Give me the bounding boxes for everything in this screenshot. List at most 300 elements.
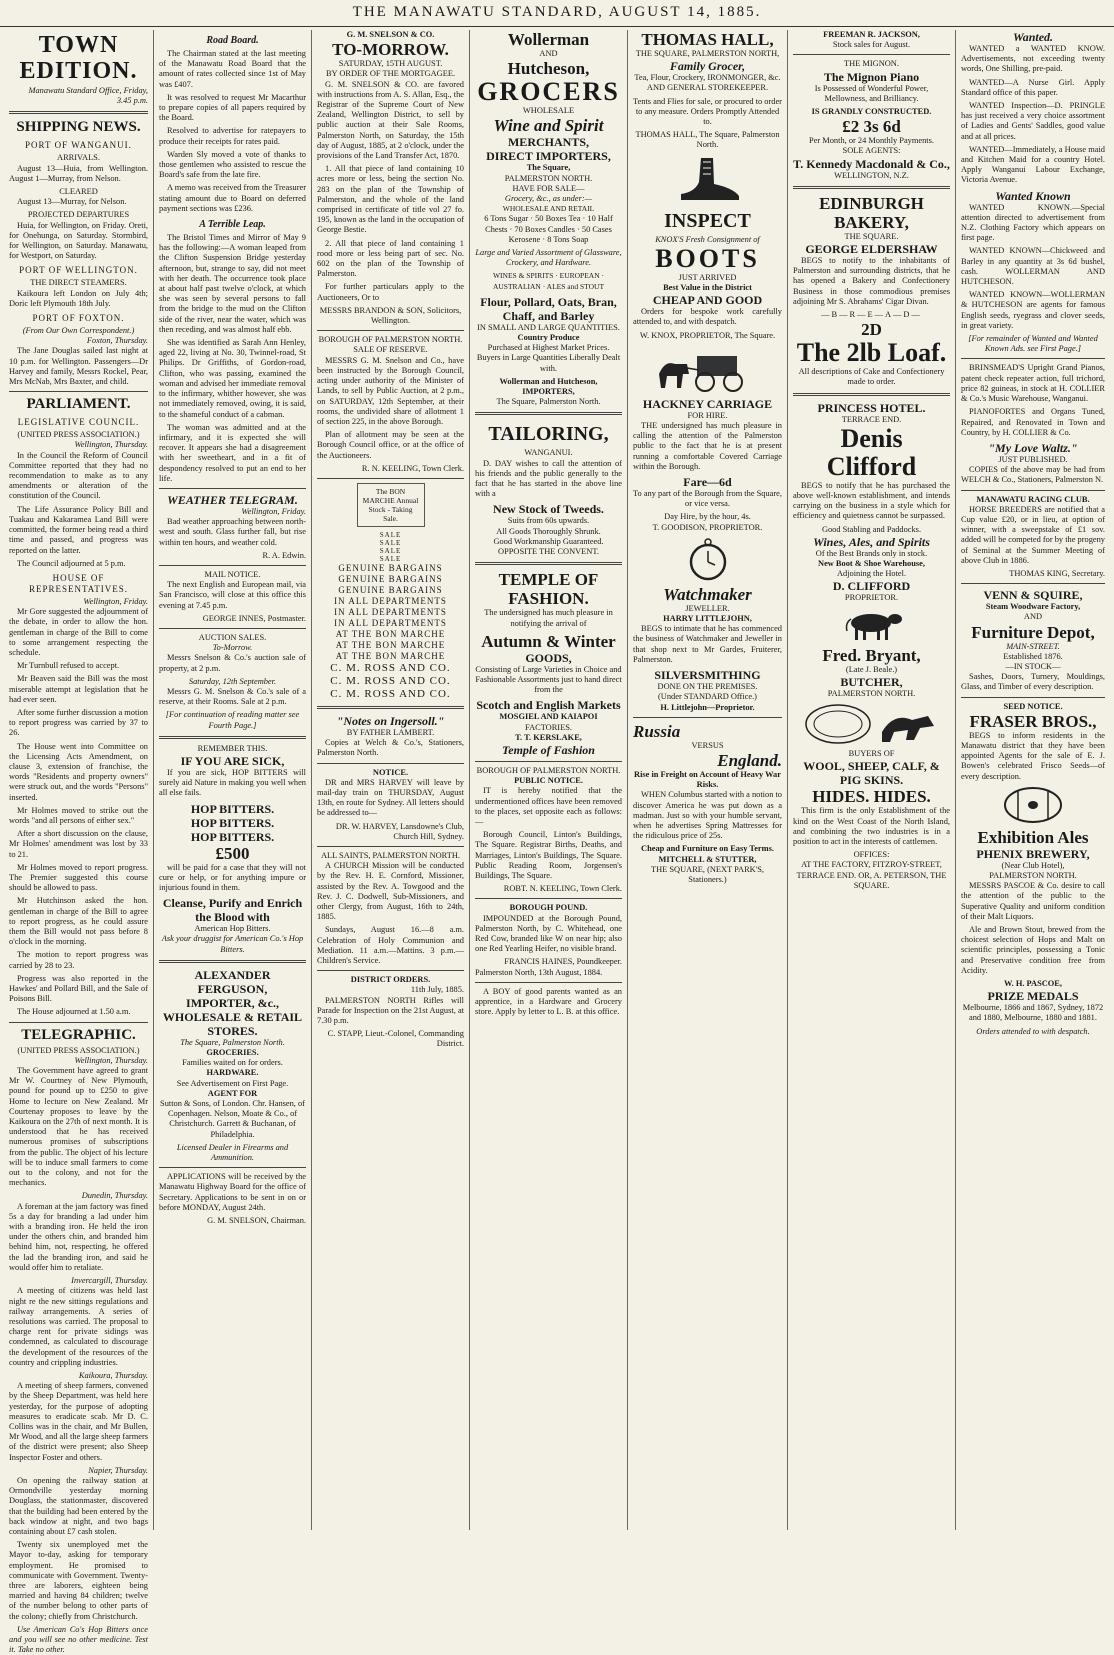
divider bbox=[317, 478, 464, 479]
hackney-heading: HACKNEY CARRIAGE bbox=[642, 396, 773, 411]
russia-text: WHEN Columbus started with a notion to discover America he was put down as a madman. Just so with your humble servant, when he advertises Spring Mattresses for the ridiculous price of 25s. bbox=[633, 790, 782, 841]
district-date: 11th July, 1885. bbox=[410, 985, 464, 995]
mitchell-address: THE SQUARE, (NEXT PARK'S, Stationers.) bbox=[651, 864, 764, 884]
pig-skins: PIG SKINS. bbox=[839, 773, 904, 788]
harry-text: BEGS to intimate that he has commenced the business of Watchmaker and Jeweller in that shop next to Mr Gardes, Fruiterer, Palmerston. bbox=[633, 624, 782, 664]
kennedy-name: T. Kennedy Macdonald & Co., bbox=[793, 156, 950, 171]
town-edition-heading: TOWN EDITION. bbox=[19, 32, 138, 84]
article-paragraph: On opening the railway station at Ormondville yesterday morning Douglass, the stationmaster, discovered that the building had been entered by the back window at night, and two bags containing about £7 cash stolen. bbox=[9, 1475, 148, 1536]
freeman-name: FREEMAN R. JACKSON, bbox=[823, 30, 920, 39]
article-paragraph: Warden Sly moved a vote of thanks to those gentlemen who assisted to rescue the Board's safe from the late fire. bbox=[159, 149, 306, 180]
temple-signature: Temple of Fashion bbox=[502, 742, 595, 757]
auction-text: Messrs Snelson & Co.'s auction sale of property, at 2 p.m. bbox=[159, 653, 306, 673]
thomas-hall-address: THE SQUARE, PALMERSTON NORTH, bbox=[635, 49, 780, 58]
dateline: Wellington, Friday. bbox=[241, 506, 306, 516]
bryant-address: PALMERSTON NORTH. bbox=[827, 688, 916, 698]
column-town-edition bbox=[4, 30, 154, 1655]
opposite-line: OPPOSITE THE CONVENT. bbox=[498, 547, 599, 557]
wanted-known-ad: WANTED KNOWN—Chickweed and Barley in any quantity at 3s 6d bushel, cash. WOLLERMAN AND HUTCHESON. bbox=[961, 246, 1105, 287]
mail-text: The next English and European mail, via San Francisco, will close at this office this evening at 7.45 p.m. bbox=[159, 580, 306, 610]
england-heading: England. bbox=[717, 750, 782, 770]
public-notice-list: Borough Council, Linton's Buildings, The Square. Registrar Births, Deaths, and Marriages, Linton's Buildings, The Square. Public Reading Room, Jorgensen's Buildings, The Square. bbox=[475, 830, 622, 880]
divider bbox=[159, 1167, 306, 1168]
article-paragraph: The Chairman stated at the last meeting of the Manawatu Road Board that the amount of rates collected since 1st of May was £407. bbox=[159, 49, 306, 89]
column-wollerman bbox=[470, 30, 628, 1530]
country-produce: Country Produce bbox=[517, 333, 580, 343]
thomas-hall-text: Tents and Flies for sale, or procured to order to any measure. Orders Promptly Attended to. bbox=[633, 96, 782, 127]
article-paragraph: The Life Assurance Policy Bill and Tuakau and Kakaramea Land Bill were committed, the former being read a third time and passed, and progress was reported on the latter. bbox=[9, 504, 148, 555]
port-foxton-heading: PORT OF FOXTON. bbox=[32, 313, 125, 324]
genuine-bargains: GENUINE BARGAINS bbox=[338, 573, 443, 584]
cleanse-heading: Cleanse, Purify and Enrich the Blood with bbox=[162, 896, 303, 925]
ingersoll-title: "Notes on Ingersoll." bbox=[336, 713, 445, 728]
divider bbox=[159, 736, 306, 739]
mortgage-text: 2. All that piece of land containing 1 rood more or less being part of sec. No. 602 on the plan of the Township of Palmerston. bbox=[317, 238, 464, 279]
wollerman-address: The Square, Palmerston North. bbox=[496, 397, 601, 407]
just-arrived: JUST ARRIVED bbox=[678, 272, 737, 282]
freeman-text: Stock sales for August. bbox=[832, 40, 911, 50]
hackney-text: THE undersigned has much pleasure in calling the attention of the Palmerston public to the fact that he is at present running a comfortable Covered Carriage within the Borough. bbox=[633, 421, 782, 471]
easy-terms: Cheap and Furniture on Easy Terms. bbox=[641, 844, 774, 854]
have-for-sale: HAVE FOR SALE— bbox=[512, 183, 585, 193]
cakes-text: All descriptions of Cake and Confectionery made to order. bbox=[798, 367, 945, 387]
love-waltz: "My Love Waltz." bbox=[988, 440, 1078, 455]
divider bbox=[475, 761, 622, 762]
offices-label: OFFICES: bbox=[853, 850, 890, 860]
projected-label: PROJECTED DEPARTURES bbox=[27, 210, 130, 220]
pound-text: IMPOUNDED at the Borough Pound, Palmerston North, by C. Whitehead, one Red Cow, branded like W on near hip; also one Red Yearling Heifer, no visible brand. bbox=[475, 913, 622, 954]
kerslake-name: T. T. KERSLAKE, bbox=[515, 732, 582, 742]
pound-signature: FRANCIS HAINES, Poundkeeper. bbox=[504, 957, 622, 967]
fraser-bros: FRASER BROS., bbox=[969, 711, 1097, 731]
divider bbox=[475, 412, 622, 415]
tweeds-line: New Stock of Tweeds. bbox=[493, 502, 604, 517]
apprentice-wanted: A BOY of good parents wanted as an apprentice, in a Hardware and Grocery store. Apply by letter to L. B. at this office. bbox=[475, 986, 622, 1017]
article-paragraph: Mr Beaven said the Bill was the most miserable attempt at legislation that he had ever seen. bbox=[9, 674, 148, 704]
goods-line: GOODS, bbox=[525, 650, 572, 665]
for-hire: FOR HIRE. bbox=[687, 410, 728, 420]
further-particulars: For further particulars apply to the Auctioneers, Or to bbox=[317, 282, 464, 302]
dateline: Dunedin, Thursday. bbox=[81, 1191, 148, 1201]
ross-and-co: C. M. ROSS AND CO. bbox=[330, 661, 451, 674]
divider bbox=[317, 330, 464, 331]
versus-line: VERSUS bbox=[691, 740, 724, 750]
princess-hotel: PRINCESS HOTEL. bbox=[817, 400, 926, 415]
article-paragraph: The Bristol Times and Mirror of May 9 has the following:—A woman leaped from the Clifton Suspension Bridge yesterday afternoon, but, strange to say, did not meet with her death. The occurrence took place at about half past twelve o'clock, at which she was seen by several persons to fall from the bridge to the mud on the Clifton side of the river, near the water, which was then receding, and was almost half ebb. bbox=[159, 233, 306, 334]
genuine-bargains: GENUINE BARGAINS bbox=[338, 584, 443, 595]
guaranteed-line: Good Workmanship Guaranteed. bbox=[493, 536, 604, 546]
article-paragraph: Progress was also reported in the Hawkes' and Pollard Bill, and the Sale of Poisons Bill. bbox=[9, 973, 148, 1004]
article-paragraph: A meeting of citizens was held last night re the new sittings regulations and railway arrangements. A series of resolutions was carried. The proposal to charge rent for private sidings was condemned, as calculated to discourage the development of the resources of the country and crippling industries. bbox=[9, 1286, 148, 1367]
boot-icon bbox=[673, 154, 743, 204]
hop-bitters-note: Use American Co's Hop Bitters once and you will see no other medicine. Test it. Take no other. bbox=[9, 1624, 148, 1655]
at-bon-marche: AT THE BON MARCHE bbox=[335, 650, 446, 661]
dateline: Napier, Thursday. bbox=[88, 1465, 148, 1475]
goodison-signature: T. GOODISON, PROPRIETOR. bbox=[652, 522, 763, 532]
sole-agents: SOLE AGENTS: bbox=[842, 146, 901, 156]
article-paragraph: Twenty six unemployed met the Mayor to-day, asking for temporary employment. He promised to communicate with Government. Twenty-three are laborers, eighteen being married and having 84 children; twelve of the number belong to other parts of the colony; chiefly from Christchurch. bbox=[9, 1540, 148, 1621]
venn-squire: VENN & SQUIRE, bbox=[983, 588, 1083, 603]
article-paragraph: The House adjourned at 1.50 a.m. bbox=[17, 1007, 131, 1017]
dateline: Wellington, Friday. bbox=[83, 596, 148, 606]
importer-line: IMPORTER, &c., bbox=[186, 995, 279, 1010]
port-wanganui-heading: PORT OF WANGANUI. bbox=[25, 140, 132, 151]
fare-text: To any part of the Borough from the Square, or vice versa. bbox=[633, 489, 782, 509]
sale-word: SALE bbox=[379, 554, 402, 563]
dateline: Wellington, Thursday. bbox=[74, 440, 148, 450]
article-paragraph: The House went into Committee on the Licensing Acts Amendment, on clause 3, extension of franchise, the words "Residents and property owners" were struck out, and the words "Persons" inserted. bbox=[9, 741, 148, 802]
tailoring-heading: TAILORING, bbox=[488, 423, 609, 446]
snelson-header: G. M. SNELSON & CO. bbox=[346, 30, 435, 39]
mignon-piano: The Mignon Piano bbox=[823, 69, 920, 84]
arrivals-label: ARRIVALS. bbox=[57, 153, 100, 163]
all-departments: IN ALL DEPARTMENTS bbox=[334, 595, 447, 606]
ferguson-address: The Square, Palmerston North. bbox=[180, 1037, 285, 1047]
reserve-text: MESSRS G. M. Snelson and Co., have been instructed by the Borough Council, acting under authority of the Minister of Lands, to sell by Public Auction, at 2 p.m., on SATURDAY, 12th September, at their rooms, the undivided share of allotment 1 of section 225, in the above Borough. bbox=[317, 355, 464, 426]
russia-heading: Russia bbox=[633, 721, 681, 741]
wanted-known-ad: WANTED KNOWN.—Special attention directed to advertisement from N.Z. Clothing Factory which appears on first page. bbox=[961, 202, 1105, 243]
freight-line: Rise in Freight on Account of Heavy War Risks. bbox=[634, 769, 781, 790]
foxton-dateline: Foxton, Thursday. bbox=[86, 336, 148, 346]
column-hall-knox bbox=[628, 30, 788, 1530]
near-club-hotel: (Near Club Hotel), bbox=[1001, 860, 1065, 870]
terrible-leap-heading: A Terrible Leap. bbox=[199, 219, 266, 231]
article-paragraph: Resolved to advertise for ratepayers to produce their receipts for rates paid. bbox=[159, 126, 306, 146]
pound-date: Palmerston North, 13th August, 1884. bbox=[475, 967, 603, 977]
hop-bitters-heading: HOP BITTERS. bbox=[190, 829, 275, 844]
hop-tail: will be paid for a case that they will not cure or help, or for anything impure or injurious found in them. bbox=[159, 862, 306, 892]
groceries-text: Families waited on for orders. bbox=[182, 1058, 283, 1068]
weather-text: Bad weather approaching between north-west and south. Glass further fall, but rise within ten hours, and weather cold. bbox=[159, 517, 306, 547]
wanted-ad: WANTED—A Nurse Girl. Apply Standard office of this paper. bbox=[961, 77, 1105, 97]
mail-notice-heading: MAIL NOTICE. bbox=[204, 569, 261, 579]
and-word: AND bbox=[1023, 612, 1043, 622]
article-paragraph: A meeting of sheep farmers, convened by the Sheep Department, was held here yesterday, for the purpose of adopting measures to eradicate scab. Mr D. C. Collins was in the chair, and Mr Bullen, Mr Wood, and all the large sheep farmers of the district were present; also Sheep Inspector Foster and others. bbox=[9, 1381, 148, 1462]
dateline: Invercargill, Thursday. bbox=[71, 1276, 148, 1286]
tailoring-text: D. DAY wishes to call the attention of his friends and the public generally to the fact that he has started in the above line with a bbox=[475, 458, 622, 499]
carriage-icon bbox=[653, 344, 763, 394]
mission-text: A CHURCH Mission will be conducted by the Rev. H. E. Cornford, Missioner, assisted by the Rev. A. Towgood and the Rev. J. C. Dodwell, Sub-Missioners, and other Clergy, from August, 16th to 24th, 1885. bbox=[317, 861, 464, 922]
press-association-note: (UNITED PRESS ASSOCIATION.) bbox=[17, 1045, 140, 1055]
brewery-location: PALMERSTON NORTH. bbox=[989, 870, 1077, 880]
suits-line: Suits from 60s upwards. bbox=[507, 516, 590, 526]
article-paragraph: Mr Turnbull refused to accept. bbox=[17, 661, 120, 671]
legislative-council-heading: LEGISLATIVE COUNCIL. bbox=[17, 417, 140, 428]
auction-day: To-Morrow. bbox=[212, 643, 253, 653]
mortgage-text: G. M. SNELSON & CO. are favored with instructions from A. S. Allan, Esq., the Registrar of the Supreme Court of New Zealand, Wellington District, to sell by public auction at their Sale Rooms, Palmerston North, on Saturday, the 15th day of August, 1885, at 2 o'clock, under the provisions of the Land Transfer Act, 1870. bbox=[317, 79, 464, 161]
hardware-heading: HARDWARE. bbox=[206, 1068, 259, 1078]
racing-club: MANAWATU RACING CLUB. bbox=[976, 494, 1090, 504]
divider bbox=[317, 706, 464, 709]
woodware-factory: Steam Woodware Factory, bbox=[985, 602, 1081, 612]
ross-and-co: C. M. ROSS AND CO. bbox=[330, 687, 451, 700]
premises-line: DONE ON THE PREMISES. bbox=[657, 682, 758, 692]
article-paragraph: The Government have agreed to grant Mr W. Courtney of New Plymouth, pound for pound up to £250 to give Home to lecture on New Zealand. Mr Courtenay proposes to leave by the Kaikoura on the 27th of next month. It is understood that he has received numerous promises of subscriptions from the public. The object of his lecture will be to induce small farmers to come out to the colony, and not for the mechanics. bbox=[9, 1066, 148, 1188]
article-paragraph: In the Council the Reform of Council Committee reported that they had no recommendation to make as to any amendments or alteration of the constitution of the Council. bbox=[9, 450, 148, 501]
prize-text: Melbourne, 1866 and 1867, Sydney, 1872 and 1880, Melbourne, 1880 and 1881. bbox=[962, 1003, 1104, 1023]
district-orders-heading: DISTRICT ORDERS. bbox=[350, 975, 431, 985]
square-line: The Square, bbox=[526, 163, 571, 173]
littlejohn-signature: H. Littlejohn—Proprietor. bbox=[660, 702, 755, 712]
wanted-known-ad: WANTED KNOWN—WOLLERMAN & HUTCHESON are agents for famous English seeds, ryegrass and clover seeds, in great variety. bbox=[961, 290, 1105, 330]
direct-steamers-label: THE DIRECT STEAMERS. bbox=[30, 278, 127, 288]
ingersoll-author: BY FATHER LAMBERT. bbox=[346, 727, 435, 737]
grocery-line: Grocery, &c., as under:— bbox=[504, 194, 593, 204]
notice-heading: NOTICE. bbox=[372, 767, 409, 777]
article-paragraph: Mr Hutchinson asked the hon. gentleman in charge of the Bill to agree to report progress, as he could assure them the Bill would not pass before 8 o'clock in the morning. bbox=[9, 896, 148, 947]
phenix-brewery: PHENIX BREWERY, bbox=[976, 846, 1090, 861]
in-stock: —IN STOCK— bbox=[1005, 661, 1061, 671]
pascoe-text: MESSRS PASCOE & Co. desire to call the attention of the public to the Superative Quality and uniform condition of their Malt Liquors. bbox=[961, 881, 1105, 921]
public-notice-signature: ROBT. N. KEELING, Town Clerk. bbox=[503, 884, 622, 894]
per-month: Per Month, or 24 Monthly Payments. bbox=[809, 136, 934, 146]
telegraphic-heading: TELEGRAPHIC. bbox=[21, 1026, 136, 1043]
mission-text: Sundays, August 16.—8 a.m. Celebration of Holy Communion and Mediation. 11 a.m.—Mattins. 3 p.m.—Children's Service. bbox=[317, 925, 464, 965]
borough-heading: BOROUGH OF PALMERSTON NORTH. bbox=[318, 335, 463, 345]
bread-line: —B—R—E—A—D— bbox=[821, 310, 922, 320]
ferguson-name: ALEXANDER FERGUSON, bbox=[194, 967, 271, 996]
applications-text: APPLICATIONS will be received by the Manawatu Highway Board for the office of Secretary. Applications to be sent in on or before MONDAY, August 24th. bbox=[159, 1172, 306, 1212]
temple-heading: TEMPLE OF FASHION. bbox=[498, 570, 599, 609]
wool-line: WOOL, SHEEP, CALF, & bbox=[803, 759, 940, 774]
temple-text: The undersigned has much pleasure in notifying the arrival of bbox=[484, 608, 613, 628]
druggist-note: Ask your druggist for American Co.'s Hop Bitters. bbox=[161, 934, 304, 954]
edinburgh-bakery: EDINBURGH BAKERY, bbox=[819, 193, 924, 232]
barrel-icon bbox=[998, 785, 1068, 825]
boots-heading: BOOTS bbox=[655, 243, 760, 273]
agent-heading: AGENT FOR bbox=[207, 1088, 258, 1098]
clifford-text: BEGS to notify that he has purchased the above well-known establishment, and intends carrying on the business in a style which for efficiency and quietness cannot be surpassed. bbox=[793, 480, 950, 521]
auction-date: Saturday, 12th September. bbox=[188, 676, 277, 686]
divider bbox=[961, 583, 1105, 584]
hop-bitters-heading: HOP BITTERS. bbox=[190, 801, 275, 816]
just-published: JUST PUBLISHED. bbox=[998, 454, 1068, 464]
press-association-note: (UNITED PRESS ASSOCIATION.) bbox=[17, 430, 140, 440]
divider bbox=[159, 628, 306, 629]
direct-importers-line: DIRECT IMPORTERS, bbox=[486, 149, 611, 164]
tannery-stamp-icon bbox=[802, 702, 942, 746]
consisting-text: Consisting of Large Varieties in Choice and Fashionable Assortments just to hand direct from the bbox=[475, 664, 622, 695]
article-paragraph: The woman was admitted and at the infirmary, and it is expected she will recover. It appears she had a disagreement with her sweetheart, and in a fit of despondency resolved to put an end to her life. bbox=[159, 422, 306, 483]
merchants-line: MERCHANTS, bbox=[507, 135, 589, 150]
fraser-text: BEGS to inform residents in the Manawatu district that they have been appointed Agents for the sale of E. J. Bowen's celebrated Frisco Seeds—of every description. bbox=[961, 730, 1105, 781]
and-word: AND bbox=[539, 49, 558, 58]
district-signature: C. STAPP, Lieut.-Colonel, Commanding District. bbox=[327, 1029, 464, 1049]
stores-line: STORES. bbox=[207, 1023, 258, 1038]
column-mignon-bakery bbox=[788, 30, 956, 1530]
mignon-heading: THE MIGNON. bbox=[844, 59, 899, 69]
divider bbox=[475, 898, 622, 899]
wines-line: Wines, Ales, and Spirits bbox=[813, 534, 930, 549]
denis-clifford: Denis Clifford bbox=[826, 423, 917, 481]
buyers-of: BUYERS OF bbox=[848, 749, 895, 759]
divider bbox=[159, 565, 306, 566]
family-grocer: Family Grocer, bbox=[669, 59, 746, 74]
at-bon-marche: AT THE BON MARCHE bbox=[335, 628, 446, 639]
mitchell-name: MITCHELL & STUTTER, bbox=[658, 854, 757, 864]
harry-name: HARRY LITTLEJOHN, bbox=[663, 614, 752, 624]
bakery-square: THE SQUARE. bbox=[844, 231, 899, 241]
divider bbox=[961, 358, 1105, 359]
foxton-text: The Jane Douglas sailed last night at 10 p.m. for Wellington. Passengers—Dr Harvey and family, Messrs Rockel, Pear, Mrs McNab, Mrs Baxter, and child. bbox=[9, 346, 148, 387]
weather-heading: WEATHER TELEGRAM. bbox=[167, 492, 298, 507]
wholesale-line: WHOLESALE & RETAIL bbox=[162, 1009, 303, 1024]
mortgage-text: 1. All that piece of land containing 10 acres more or less, being the section No. 283 on the plan of the Township of Palmerston, and the whole of the land comprised in certificate of title vol 27 fo. 195, known as the land in the occupation of George Bestie. bbox=[317, 164, 464, 235]
racing-signature: THOMAS KING, Secretary. bbox=[1009, 568, 1105, 578]
knox-signature: W. KNOX, PROPRIETOR, The Square. bbox=[639, 330, 776, 340]
clifford-signature: D. CLIFFORD bbox=[832, 579, 911, 594]
divider bbox=[961, 490, 1105, 491]
reserve-heading: SALE OF RESERVE. bbox=[353, 345, 428, 355]
thomas-hall-signature: THOMAS HALL, The Square, Palmerston North. bbox=[635, 130, 780, 150]
proprietor-line: PROPRIETOR. bbox=[844, 593, 899, 603]
seed-notice: SEED NOTICE. bbox=[1003, 701, 1063, 711]
correspondent-note: (From Our Own Correspondent.) bbox=[22, 326, 135, 336]
scotch-english: Scotch and English Markets bbox=[476, 698, 621, 713]
orders-line: Orders attended to with despatch. bbox=[976, 1026, 1090, 1036]
district-text: PALMERSTON NORTH Rifles will Parade for Inspection on the 21st August, at 7.30 p.m. bbox=[317, 995, 464, 1025]
article-paragraph: A foreman at the jam factory was fined 5s a day for branding a lad under him with a branding iron. He held the iron under the others chin, and branded him behind him, not, respecting, he offered the lad the branding iron, and said he would offer him to retaliate. bbox=[9, 1201, 148, 1272]
wollerman-name: Wollerman bbox=[507, 30, 590, 49]
wanganui-line: WANGANUI. bbox=[524, 448, 573, 458]
port-wellington-heading: PORT OF WELLINGTON. bbox=[19, 265, 138, 276]
grandly-line: IS GRANDLY CONSTRUCTED. bbox=[811, 107, 932, 117]
flour-line: Flour, Pollard, Oats, Bran, Chaff, and Barley bbox=[480, 294, 617, 323]
column-wanted bbox=[956, 30, 1110, 1530]
cheap-good: CHEAP AND GOOD bbox=[652, 293, 763, 308]
wines-spirits-list: WINES & SPIRITS · EUROPEAN · AUSTRALIAN · ALES and STOUT bbox=[492, 271, 605, 291]
sale-stack bbox=[317, 531, 464, 563]
dateline: Kaikoura, Thursday. bbox=[78, 1370, 148, 1380]
genuine-bargains: GENUINE BARGAINS bbox=[338, 562, 443, 573]
hardware-text: See Advertisement on First Page. bbox=[176, 1078, 289, 1088]
bon-marche-box: The BON MARCHE Annual Stock - Taking Sale. bbox=[357, 483, 425, 527]
divider bbox=[159, 488, 306, 489]
best-value: Best Value in the District bbox=[663, 283, 752, 293]
stabling-line: Good Stabling and Paddocks. bbox=[821, 524, 922, 534]
established: Established 1876. bbox=[1003, 651, 1063, 661]
autumn-winter: Autumn & Winter bbox=[481, 631, 616, 651]
auction-text: Messrs G. M. Snelson & Co.'s sale of a reserve, at their Rooms. Sale at 2 p.m. bbox=[159, 686, 306, 707]
terrace-end: TERRACE END. bbox=[841, 414, 902, 424]
all-departments: IN ALL DEPARTMENTS bbox=[334, 606, 447, 617]
applications-signature: G. M. SNELSON, Chairman. bbox=[207, 1216, 306, 1226]
offices-text: AT THE FACTORY, FITZROY-STREET, TERRACE END. OR, A. PETERSON, THE SQUARE. bbox=[796, 860, 947, 890]
buyers-line: Buyers in Large Quantities Liberally Dealt with. bbox=[476, 353, 621, 373]
borough-heading: BOROUGH OF PALMERSTON NORTH. bbox=[476, 765, 621, 775]
column-news-two bbox=[154, 30, 312, 1530]
hides-text: This firm is the only Establishment of the kind on the West Coast of the North Island, and combining the two industries is in a position to act in the interests of cattlemen. bbox=[793, 806, 950, 846]
cow-icon bbox=[837, 607, 907, 643]
groceries-heading: GROCERIES. bbox=[206, 1048, 259, 1058]
wollerman-signature: Wollerman and Hutcheson, IMPORTERS, bbox=[499, 376, 598, 397]
by-order: BY ORDER OF THE MORTGAGEE. bbox=[325, 69, 456, 79]
day-hire: Day Hire, by the hour, 4s. bbox=[664, 512, 751, 522]
in-stock-text: Sashes, Doors, Turnery, Mouldings, Glass, and Timber of every description. bbox=[961, 672, 1105, 692]
eldershaw-text: BEGS to notify to the inhabitants of Palmerston and surrounding districts, that he has opened a Bakery and Confectionery Business in those commodious premises adjoining Mr S. Abrahams' Cigar Divan. bbox=[793, 256, 950, 306]
divider bbox=[9, 391, 148, 392]
divider bbox=[9, 1022, 148, 1023]
kennedy-city: WELLINGTON, N.Z. bbox=[834, 170, 909, 180]
public-notice-heading: PUBLIC NOTICE. bbox=[514, 776, 583, 786]
brinsmead-ad: BRINSMEAD'S Upright Grand Pianos, patent check repeater action, full trichord, price 82 guineas, in stock at H. COLLIER & Co.'s Music Warehouse, Wanganui. bbox=[961, 363, 1105, 404]
watchmaker-heading: Watchmaker bbox=[663, 584, 752, 604]
divider bbox=[961, 697, 1105, 698]
purchased-line: Purchased at Highest Market Prices. bbox=[487, 343, 610, 353]
sale-word: SALE bbox=[379, 538, 402, 547]
glassware-line: Large and Varied Assortment of Glassware, Crockery, and Hardware. bbox=[475, 248, 622, 268]
firearms-licence: Licensed Dealer in Firearms and Ammunition. bbox=[176, 1142, 289, 1163]
twopence: 2D bbox=[861, 320, 882, 340]
grocers-heading: GROCERS bbox=[477, 77, 620, 107]
exhibition-ales: Exhibition Ales bbox=[977, 827, 1089, 847]
if-sick-heading: IF YOU ARE SICK, bbox=[180, 753, 285, 768]
remainder-note: [For remainder of Wanted and Wanted Known Ads. see First Page.] bbox=[968, 334, 1098, 354]
bespoke-text: Orders for bespoke work carefully attended to, and with despatch. bbox=[633, 307, 782, 327]
divider bbox=[633, 717, 782, 718]
sale-word: SALE bbox=[379, 546, 402, 555]
hop-intro: If you are sick, HOP BITTERS will surely aid Nature in making you well when all else fails. bbox=[159, 767, 306, 798]
wholesale-line: WHOLESALE bbox=[522, 106, 575, 116]
american-hop-bitters: American Hop Bitters. bbox=[194, 924, 271, 934]
brandon-signature: MESSRS BRANDON & SON, Solicitors, Wellington. bbox=[319, 305, 462, 326]
adjoining-line: Adjoining the Hotel. bbox=[836, 569, 907, 579]
article-paragraph: Mr Holmes moved to strike out the words "and all persons of either sex." bbox=[9, 805, 148, 825]
column-auctions bbox=[312, 30, 470, 1530]
divider bbox=[793, 54, 950, 55]
projected-text: Huia, for Wellington, on Friday. Oreti, for Onehunga, on Saturday. Stormbird, for Wellington, on Saturday. Manawatu, for Westport, on Saturday. bbox=[9, 220, 148, 261]
sale-word: SALE bbox=[379, 530, 402, 539]
article-paragraph: Mr Gore suggested the adjournment of the debate, in order to allow the hon. gentleman in charge of the Bill to come to some arrangement respecting the schedule. bbox=[9, 607, 148, 657]
all-departments: IN ALL DEPARTMENTS bbox=[334, 617, 447, 628]
hides-heading: HIDES. HIDES. bbox=[812, 787, 931, 807]
hutcheson-name: Hutcheson, bbox=[507, 59, 590, 79]
divider bbox=[475, 562, 622, 565]
thomas-hall-line: Tea, Flour, Crockery, IRONMONGER, &c. AND GENERAL STOREKEEPER. bbox=[634, 73, 781, 93]
divider bbox=[317, 846, 464, 847]
reserve-signature: R. N. KEELING, Town Clerk. bbox=[361, 463, 464, 473]
divider bbox=[9, 111, 148, 114]
harvey-text: DR and MRS HARVEY will leave by mail-day train on THURSDAY, August 13th, en route for Sydney. All letters should be addressed to— bbox=[317, 777, 464, 818]
wanted-ad: WANTED—Immediately, a House maid and Kitchen Maid for a country Hotel. Apply Wanganui Labour Exchange, Victoria Avenue. bbox=[961, 144, 1105, 185]
article-paragraph: After a short discussion on the clause, Mr Holmes' amendment was lost by 33 to 21. bbox=[9, 829, 148, 859]
thomas-hall-name: THOMAS HALL, bbox=[641, 30, 774, 49]
direct-steamers-text: Kaikoura left London on July 4th; Doric left Plymouth 18th July. bbox=[9, 288, 148, 308]
parliament-heading: PARLIAMENT. bbox=[26, 396, 131, 413]
all-saints-heading: ALL SAINTS, PALMERSTON NORTH. bbox=[320, 850, 460, 860]
mignon-text: Is Possessed of Wonderful Power, Mellowness, and Brilliancy. bbox=[814, 83, 929, 103]
wanted-known-heading: Wanted Known bbox=[995, 188, 1071, 203]
auction-sales-heading: AUCTION SALES. bbox=[198, 632, 267, 642]
sale-date: SATURDAY, 15TH AUGUST. bbox=[338, 59, 443, 69]
fred-bryant-sub: (Late J. Beale.) bbox=[845, 664, 898, 674]
butcher-line: BUTCHER, bbox=[840, 674, 903, 689]
tomorrow-heading: TO-MORROW. bbox=[332, 40, 449, 60]
article-paragraph: The Council adjourned at 5 p.m. bbox=[17, 558, 126, 568]
copies-text: COPIES of the above may be had from WELCH & Co., Stationers, Palmerston N. bbox=[961, 465, 1105, 485]
borough-pound-heading: BOROUGH POUND. bbox=[509, 903, 588, 913]
prize-medals: PRIZE MEDALS bbox=[987, 989, 1079, 1004]
divider bbox=[317, 970, 464, 971]
reserve-plan: Plan of allotment may be seen at the Borough Council office, or at the office of the Auctioneers. bbox=[317, 430, 464, 460]
inspect-heading: INSPECT bbox=[664, 209, 751, 232]
main-street: MAIN-STREET. bbox=[1006, 641, 1060, 651]
masthead: THE MANAWATU STANDARD, AUGUST 14, 1885. bbox=[0, 0, 1114, 27]
article-paragraph: A memo was received from the Treasurer stating amount due to Board on deferred payment sections was £236. bbox=[159, 183, 306, 213]
divider bbox=[317, 763, 464, 764]
wholesale-retail-label: WHOLESALE AND RETAIL bbox=[502, 204, 595, 214]
mail-signature: GEORGE INNES, Postmaster. bbox=[202, 613, 306, 623]
